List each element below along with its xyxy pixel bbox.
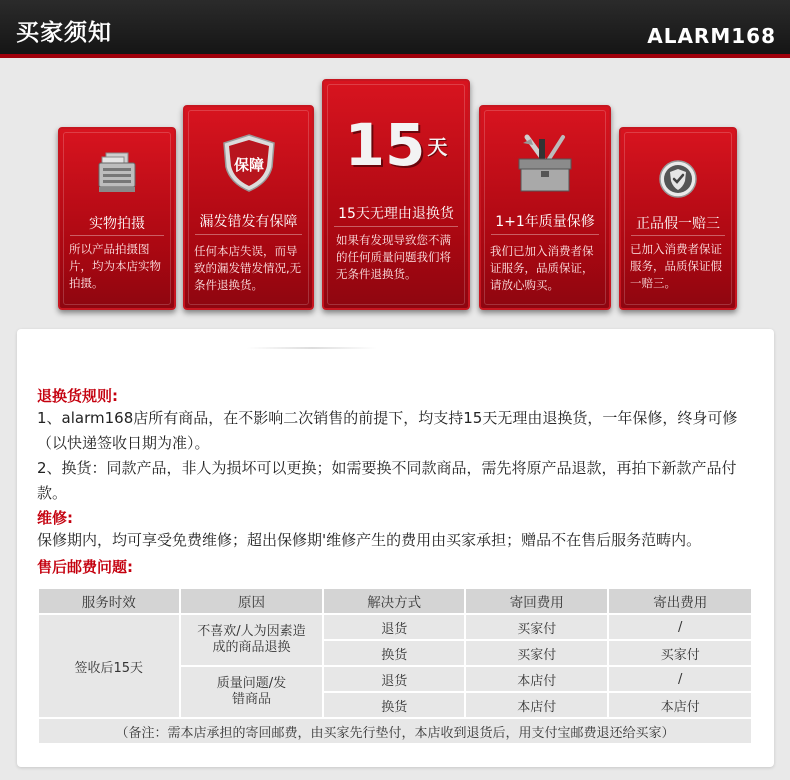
repair-text: 保修期内，均可享受免费维修；超出保修期'维修产生的费用由买家承担；赠品不在售后服务范畴内。 xyxy=(37,531,702,549)
rules-title: 退换货规则: xyxy=(37,387,118,405)
feature-card-authentic xyxy=(619,127,737,310)
card-title: 漏发错发有保障 xyxy=(199,214,298,230)
card-description: 如果有发现导致您不满的任何质量问题我们将无条件退换货。 xyxy=(336,233,451,281)
send-fee-cell: 买家付 xyxy=(608,640,752,666)
verified-shield-icon xyxy=(621,159,735,199)
table-header-cell: 服务时效 xyxy=(38,588,180,614)
postage-table xyxy=(37,587,753,745)
send-fee-cell: / xyxy=(608,614,752,640)
card-description: 任何本店失误，而导致的漏发错发情况,无条件退换货。 xyxy=(194,244,302,292)
shield-icon xyxy=(185,133,312,193)
page-header xyxy=(0,0,790,58)
card-description: 已加入消费者保证服务，品质保证假一赔三。 xyxy=(630,242,722,290)
brand-logo-text: ALARM168 xyxy=(647,24,776,48)
card-title: 正品假一赔三 xyxy=(636,216,720,232)
table-row xyxy=(38,614,752,640)
send-fee-cell: / xyxy=(608,666,752,692)
page-title: 买家须知 xyxy=(16,20,112,46)
reason-cell: 质量问题/发错商品 xyxy=(180,666,324,718)
postage-title: 售后邮费问题: xyxy=(37,558,133,576)
fifteen-days-icon xyxy=(324,111,468,179)
rules-item-2: 2、换货：同款产品，非人为损坏可以更换；如需要换不同款商品，需先将原产品退款，再拍下新款产品付款。 xyxy=(37,459,737,502)
method-cell: 换货 xyxy=(323,640,465,666)
table-note-row xyxy=(38,718,752,744)
big-15-number: 15 xyxy=(344,111,426,179)
return-fee-cell: 买家付 xyxy=(465,640,609,666)
big-15-suffix: 天 xyxy=(427,134,448,159)
method-cell: 退货 xyxy=(323,666,465,692)
rules-item-1: 1、alarm168店所有商品，在不影响二次销售的前提下，均支持15天无理由退换货，一年保修，终身可修（以快递签收日期为准）。 xyxy=(37,409,738,452)
table-header-cell: 解决方式 xyxy=(323,588,465,614)
card-title: 1+1年质量保修 xyxy=(495,214,595,230)
repair-title: 维修: xyxy=(37,509,73,527)
method-cell: 退货 xyxy=(323,614,465,640)
table-header-cell: 寄回费用 xyxy=(465,588,609,614)
postage-note: （备注：需本店承担的寄回邮费，由买家先行垫付，本店收到退货后，用支付宝邮费退还给买家） xyxy=(38,718,752,744)
period-cell: 签收后15天 xyxy=(38,614,180,718)
card-description: 我们已加入消费者保证服务，品质保证，请放心购买。 xyxy=(490,244,594,292)
info-panel xyxy=(17,329,774,767)
card-title: 15天无理由退换货 xyxy=(338,206,454,222)
reason-cell: 不喜欢/人为因素造成的商品退换 xyxy=(180,614,324,666)
return-fee-cell: 本店付 xyxy=(465,666,609,692)
svg-text:保障: 保障 xyxy=(233,156,264,174)
feature-card-warranty xyxy=(479,105,611,310)
feature-card-15days xyxy=(322,79,470,310)
document-stack-icon xyxy=(60,151,174,195)
table-header-cell: 原因 xyxy=(180,588,324,614)
feature-card-photo xyxy=(58,127,176,310)
table-header-cell: 寄出费用 xyxy=(608,588,752,614)
feature-card-guarantee xyxy=(183,105,314,310)
toolbox-icon xyxy=(481,133,609,195)
card-description: 所以产品拍摄图片，均为本店实物拍摄。 xyxy=(69,242,161,290)
method-cell: 换货 xyxy=(323,692,465,718)
send-fee-cell: 本店付 xyxy=(608,692,752,718)
table-header-row xyxy=(38,588,752,614)
card-title: 实物拍摄 xyxy=(89,216,145,232)
return-fee-cell: 买家付 xyxy=(465,614,609,640)
return-fee-cell: 本店付 xyxy=(465,692,609,718)
